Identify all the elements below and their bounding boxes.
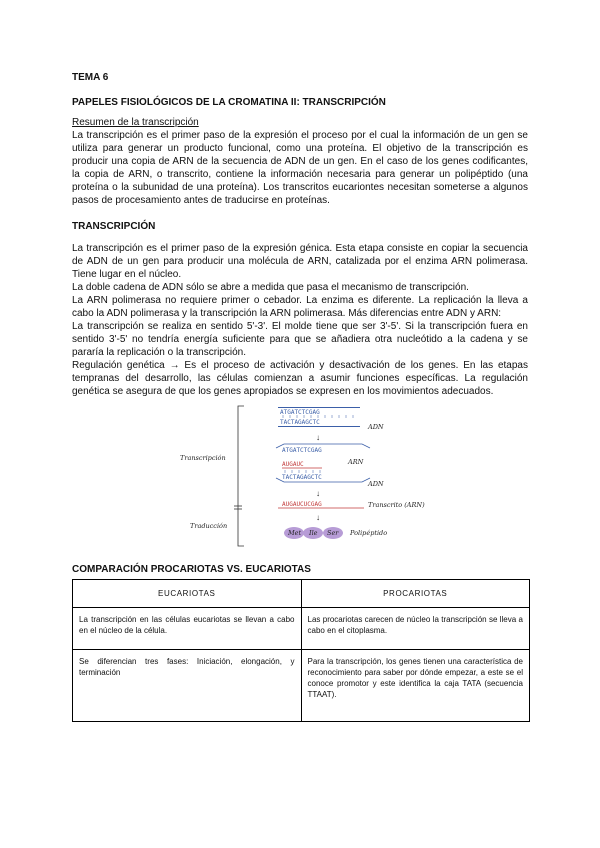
transcripcion-side-label: Transcripción	[180, 454, 226, 462]
transcription-diagram-svg	[72, 402, 528, 552]
resumen-paragraph: La transcripción es el primer paso de la expresión el proceso por el cual la información de un gen se utiliza para generar un producto funcional, como una proteína. El objetivo de la transcripción es producir una copia de ARN de la secuencia de ADN de un gen. En el caso de los genes codificantes, la copia de ARN, o transcrito, contiene la información necesaria para generar un polipéptido (una proteína o la subunidad de una proteína). Los transcritos eucariontes necesitan someterse a algunos pasos de procesamiento antes de traducirse en proteínas.	[72, 130, 528, 206]
dna-top-sequence: ATGATCTCGAG	[280, 409, 320, 416]
rna-full-sequence: AUGAUCUCGAG	[282, 501, 322, 508]
arn-label: ARN	[348, 458, 364, 466]
dna-bottom-sequence: TACTAGAGCTC	[280, 419, 320, 426]
table-row	[73, 650, 530, 722]
transcripcion-heading: TRANSCRIPCIÓN	[72, 221, 156, 232]
resumen-heading: Resumen de la transcripción	[72, 117, 199, 128]
polypeptide-chain	[284, 527, 387, 539]
dna-double-strand	[278, 407, 384, 431]
adn-label-1: ADN	[368, 423, 384, 431]
down-arrow-icon: ↓	[316, 489, 320, 498]
dna-opened-with-rna	[276, 444, 384, 488]
table-cell: Las procariotas carecen de núcleo la transcripción se lleva a cabo en el citoplasma.	[301, 608, 530, 650]
table-header-row	[73, 580, 530, 608]
transcripcion-paragraph-3: La ARN polimerasa no requiere primer o cebador. La enzima es diferente. La replicación la lleva a cabo la ADN polimerasa y la transcripción la ARN polimerasa. Más diferencias entre ADN y ARN:	[72, 295, 528, 319]
table-cell: La transcripción en las células eucariotas se llevan a cabo en el núcleo de la célula.	[73, 608, 302, 650]
table-cell: Se diferencian tres fases: Iniciación, elongación, y terminación	[73, 650, 302, 722]
tema-label: TEMA 6	[72, 72, 109, 83]
transcripcion-paragraph-1: La transcripción es el primer paso de la expresión génica. Esta etapa consiste en copiar la secuencia de ADN de un gen para producir una molécula de ARN, catalizada por el enzima ARN polimerasa. Tiene lugar en el núcleo.	[72, 243, 528, 280]
transcrito-label: Transcrito (ARN)	[368, 501, 425, 509]
rna-transcript	[278, 501, 425, 509]
traduccion-side-label: Traducción	[190, 522, 228, 530]
aa3-label: Ser	[327, 529, 339, 537]
document-title: PAPELES FISIOLÓGICOS DE LA CROMATINA II: TRANSCRIPCIÓN	[72, 97, 386, 108]
transcription-diagram	[72, 402, 528, 552]
aa1-label: Met	[288, 529, 302, 537]
transcripcion-paragraph-5: Regulación genética → Es el proceso de activación y desactivación de los genes. En las etapas tempranas del desarrollo, las células comienzan a asumir funciones específicas. La regulación genética se asegura de que los genes apropiados se expresen en los movimientos adecuados.	[72, 360, 528, 397]
dna2-bottom-sequence: TACTAGAGCTC	[282, 474, 322, 481]
down-arrow-icon: ↓	[316, 513, 320, 522]
header-procariotas: PROCARIOTAS	[301, 580, 530, 608]
adn-label-2: ADN	[368, 480, 384, 488]
header-eucariotas: EUCARIOTAS	[73, 580, 302, 608]
aa2-label: Ile	[309, 529, 318, 537]
diagram-bracket	[238, 406, 244, 546]
transcripcion-paragraph-4: La transcripción se realiza en sentido 5'-3'. El molde tiene que ser 3'-5'. Si la transcripción fuera en sentido 3'-5' no tendría energía suficiente para que se añadiera otra nucleótido a la cadena y se pararía la replicación o la transcripción.	[72, 321, 528, 358]
document-page	[72, 72, 528, 722]
table-row	[73, 608, 530, 650]
comparacion-heading: COMPARACIÓN PROCARIOTAS VS. EUCARIOTAS	[72, 564, 311, 575]
down-arrow-icon: ↓	[316, 433, 320, 442]
table-cell: Para la transcripción, los genes tienen una característica de reconocimiento para saber por dónde empezar, a este se el conoce promotor y este identifica la caja TATA (secuencia TTAAT).	[301, 650, 530, 722]
comparison-table	[72, 579, 530, 722]
transcripcion-paragraph-2: La doble cadena de ADN sólo se abre a medida que pasa el mecanismo de transcripción.	[72, 282, 469, 293]
polipeptido-label: Polipéptido	[350, 529, 388, 537]
rna-partial-sequence: AUGAUC	[282, 461, 304, 468]
dna2-top-sequence: ATGATCTCGAG	[282, 447, 322, 454]
